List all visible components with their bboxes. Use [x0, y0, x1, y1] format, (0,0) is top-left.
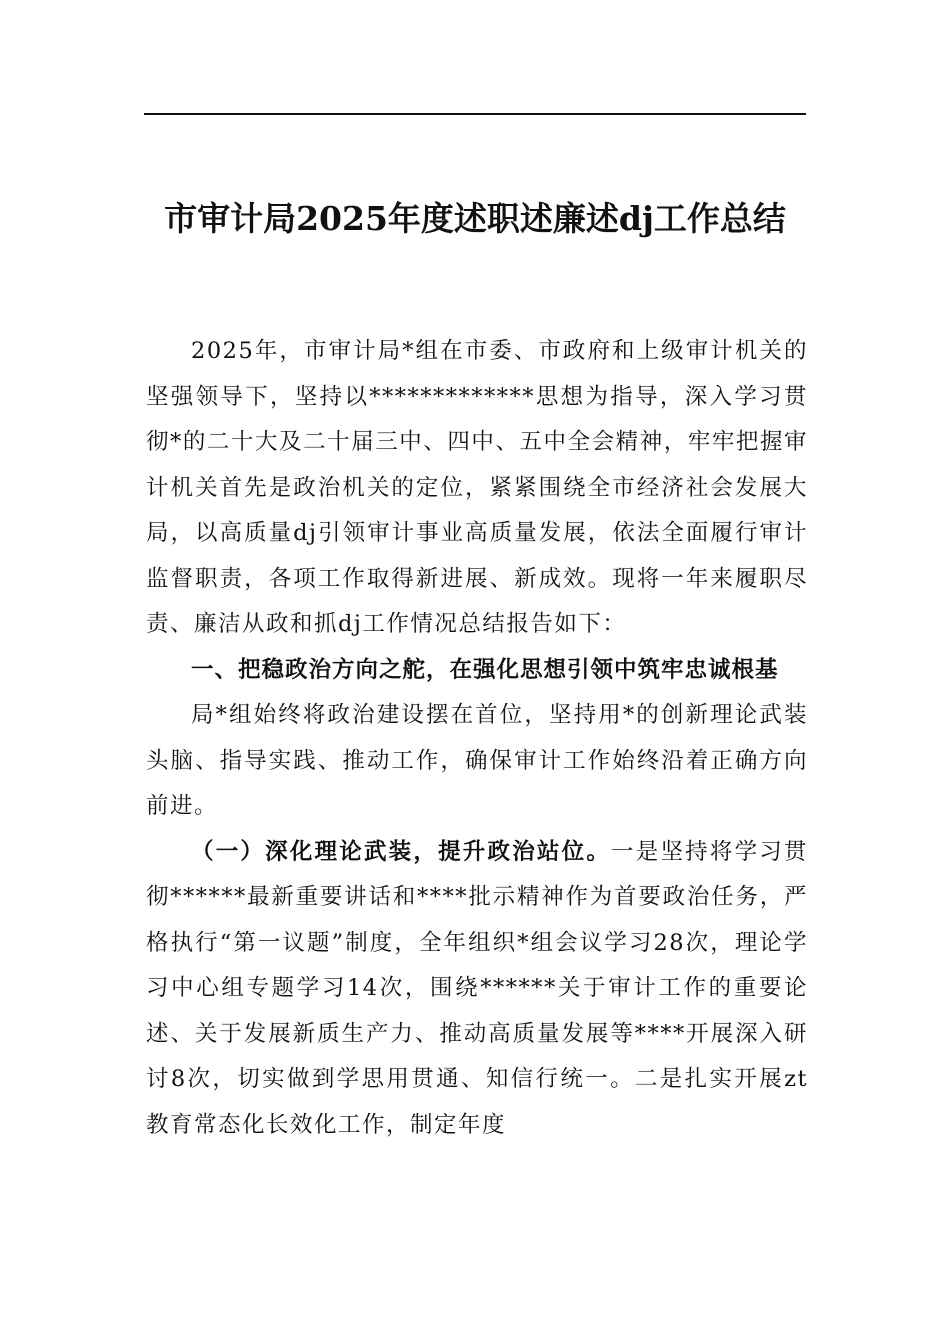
intro-paragraph: 2025年，市审计局*组在市委、市政府和上级审计机关的坚强领导下，坚持以*************思想为指导，深入学习贯彻*的二十大及二十届三中、四中、五中全会精神，牢牢把握审计机关首先是政治机关的定位，紧紧围绕全市经济社会发展大局，以高质量dj引领审计事业高质量发展，依法全面履行审计监督职责，各项工作取得新进展、新成效。现将一年来履职尽责、廉洁从政和抓dj工作情况总结报告如下：	[146, 338, 808, 637]
subsection-1-body: 一是坚持将学习贯彻******最新重要讲话和****批示精神作为首要政治任务，严格执行“第一议题”制度，全年组织*组会议学习28次，理论学习中心组专题学习14次，围绕******关于审计工作的重要论述、关于发展新质生产力、推动高质量发展等****开展深入研讨8次，切实做到学思用贯通、知信行统一。二是扎实开展zt教育常态化长效化工作，制定年度	[146, 838, 808, 1138]
section-heading-1: 一、把稳政治方向之舵，在强化思想引领中筑牢忠诚根基	[191, 656, 779, 683]
document-title: 市审计局2025年度述职述廉述dj工作总结	[164, 199, 786, 238]
header-rule	[144, 113, 806, 115]
subsection-1-paragraph	[146, 830, 808, 1149]
document-body	[146, 329, 808, 1148]
section-1-paragraph: 局*组始终将政治建设摆在首位，坚持用*的创新理论武装头脑、指导实践、推动工作，确保审计工作始终沿着正确方向前进。	[146, 702, 808, 819]
subsection-1-lead: （一）深化理论武装，提升政治站位。	[191, 838, 612, 865]
